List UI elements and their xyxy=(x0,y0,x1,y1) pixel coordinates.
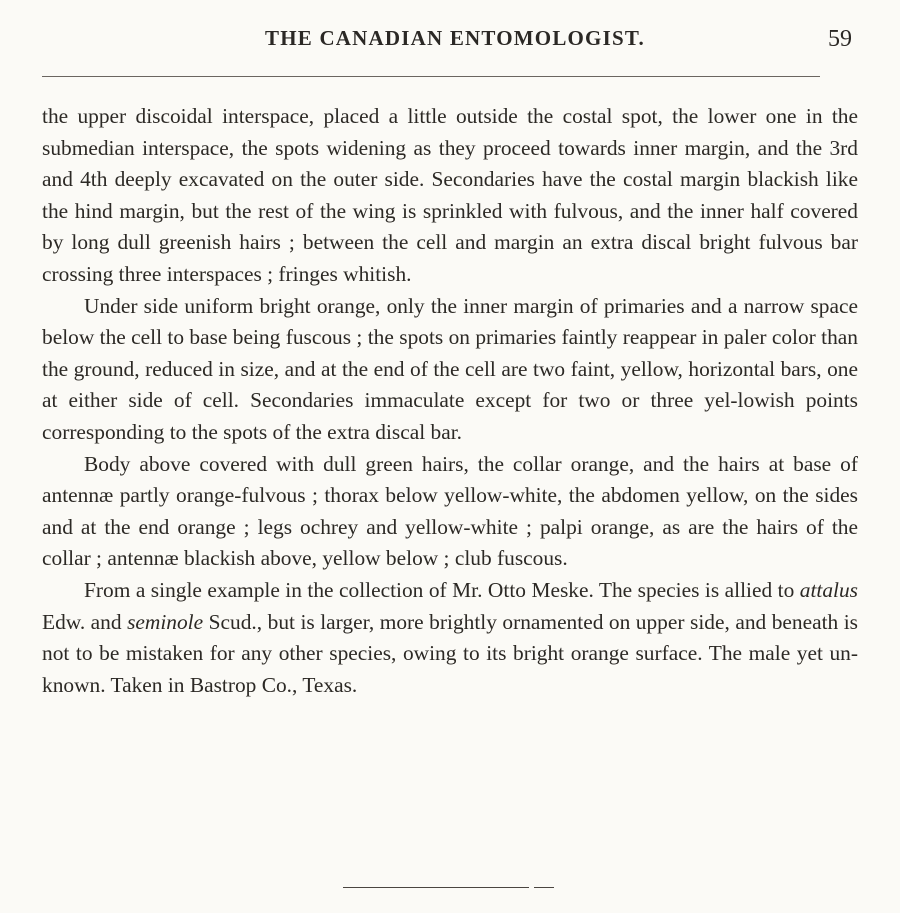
paragraph-text: the upper discoidal interspace, placed a little outside the costal spot, the lower one in the submedian interspace, the spots widening as they proceed towards inner margin, and the 3rd and 4th deeply excavated on the outer side. Secondaries have the costal margin blackish like the hind margin, but the rest of the wing is sprinkled with fulvous, and the inner half covered by long dull greenish hairs ; between the cell and margin an extra discal bright fulvous bar crossing three interspaces ; fringes whitish. xyxy=(42,104,858,286)
article-body xyxy=(42,101,858,701)
paragraph-text: Scud., but is larger, more brightly ornamented on upper side, and beneath is not to be mistaken for any other species, owing to its bright orange surface. The male yet un-known. Taken in Bastrop Co., Texas. xyxy=(42,609,859,697)
paragraph-3 xyxy=(42,449,858,575)
footer-rule-long xyxy=(343,887,529,888)
running-title: THE CANADIAN ENTOMOLOGIST. xyxy=(265,26,645,50)
paragraph-text: Under side uniform bright orange, only the inner margin of primaries and a narrow space below the cell to base being fuscous ; the spots on primaries faintly reappear in paler color than the ground, reduced in size, and at the end of the cell are two faint, yellow, horizontal bars, one at either side of cell. Secondaries immaculate except for two or three yel-lowish points corresponding to the spots of the extra discal bar. xyxy=(42,293,858,444)
species-name-seminole: seminole xyxy=(127,609,204,634)
paragraph-text: Body above covered with dull green hairs, the collar orange, and the hairs at base of antennæ partly orange-fulvous ; thorax below yellow-white, the abdomen yellow, on the sides and at the end orange ; legs ochrey and yellow-white ; palpi orange, as are the hairs of the collar ; antennæ blackish above, yellow below ; club fuscous. xyxy=(42,451,858,571)
paragraph-text: From a single example in the collection of Mr. Otto Meske. The species is allied to xyxy=(84,577,800,602)
paragraph-text: Edw. and xyxy=(42,609,128,634)
footer-rule-short xyxy=(534,887,554,888)
paragraph-1 xyxy=(42,101,858,291)
species-name-attalus: attalus xyxy=(799,577,858,602)
paragraph-2 xyxy=(42,291,858,449)
paragraph-4 xyxy=(42,575,858,701)
header-rule xyxy=(42,76,820,77)
page-header xyxy=(0,26,900,56)
page-number: 59 xyxy=(828,26,852,52)
